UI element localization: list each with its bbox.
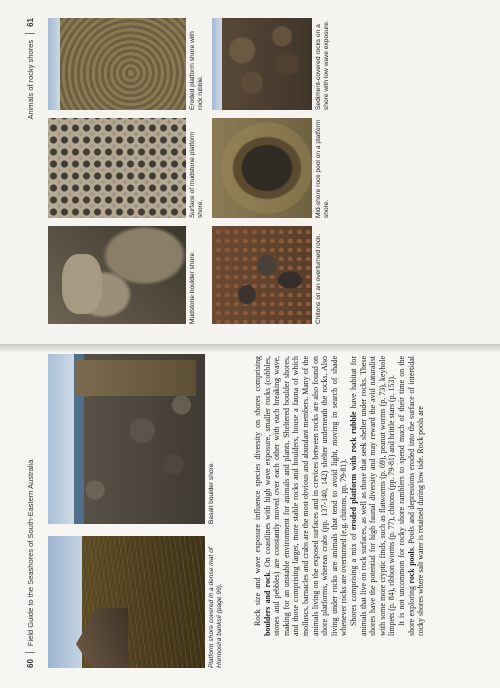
head-divider xyxy=(25,652,35,653)
cliff-shape xyxy=(76,608,128,668)
paragraph-eroded-platform xyxy=(349,356,397,636)
paragraph-text: Rock size and wave exposure influence species diversity on shores comprising xyxy=(253,356,262,626)
surface-mudstone-photo xyxy=(48,118,186,218)
paragraph-text: It is not uncommon for rocky shore ramblers to spend much of their time on the shore exploring xyxy=(396,356,416,636)
left-running-title: Field Guide to the Seashores of South-Eastern Australia xyxy=(25,459,35,647)
mudstone-boulder-caption: Mudstone boulder shore. xyxy=(189,251,196,324)
chitons-caption: Chitons on an overturned rock. xyxy=(315,233,322,324)
sky-area xyxy=(48,18,60,110)
eroded-platform-photo xyxy=(48,18,186,110)
left-page xyxy=(0,344,500,688)
right-running-head xyxy=(22,18,38,120)
chitons-photo xyxy=(212,226,312,324)
surface-mudstone-caption: Surface of mudstone platform shore. xyxy=(189,131,204,218)
eroded-platform-caption: Eroded platform shore with rock rubble. xyxy=(189,31,204,110)
sky-area xyxy=(212,18,222,110)
left-running-head xyxy=(22,460,38,668)
head-divider xyxy=(25,33,35,34)
right-running-title: Animals of rocky shores xyxy=(25,39,35,120)
right-page-number: 61 xyxy=(25,18,35,27)
paragraph-text: have habitat for animals that live on rock surfaces, as well as those that seek shelter under rocks. These shores have the potential for high faunal diversity and may reward the avid naturalist with some more cryptic finds, such as flatworms (p. 69), peanut worms (p. 73), keyhole limpets (p. 84), ribbon worms (p. 77), chitons (pp. 79-81) and brittle stars (p. 153). xyxy=(348,356,397,636)
mid-shore-pool-photo xyxy=(212,118,312,218)
sky-area xyxy=(48,536,82,668)
bold-term: boulders and rock xyxy=(262,572,272,636)
grass-edge xyxy=(76,360,196,396)
left-page-number: 60 xyxy=(25,659,35,668)
paragraph-text: . On coastlines with high wave exposure, smaller rocks (cobbles, stones and pebbles) are constantly moved over each other with each breaking wave, making for an unstable environment for animals and plants. Sheltered boulder shores, and those comprising larger, more stable rocks and boulders, house a fauna of which molluscs, barnacles and crabs are the most obvious and abundant members. Many of the animals living on the exposed surfaces and in crevices between rocks are also found on shore platforms, whereas crabs (pp. 137-140, 142) shelter underneath the rocks. Also living under rocks are animals that tend to avoid light, moving in search of shade whenever rocks are overturned (e.g. chitons, pp. 79-81). xyxy=(262,356,349,636)
sediment-covered-caption: Sediment-covered rocks on a shore with low wave exposure. xyxy=(315,20,330,110)
platform-shore-caption: Platform shore covered in a dense mat of Hormosira banksii (page 99). xyxy=(208,547,223,668)
sediment-covered-photo xyxy=(212,18,312,110)
paragraph-boulders xyxy=(253,356,349,636)
bold-term: eroded platform with rock rubble xyxy=(348,411,358,531)
basalt-boulder-photo xyxy=(48,354,205,524)
mudstone-boulder-photo xyxy=(48,226,186,324)
boulder-shape xyxy=(62,254,102,314)
body-text xyxy=(253,356,426,636)
mid-shore-pool-caption: Mid-shore rock pool on a platform shore. xyxy=(315,119,330,218)
basalt-boulder-caption: Basalt boulder shore. xyxy=(208,461,215,524)
paragraph-rock-pools xyxy=(397,356,426,636)
paragraph-text: . Pools and depressions eroded into the surface of intertidal rocky shores where salt water is retained during low tide. Rock pools are xyxy=(406,356,426,636)
paragraph-text: Shores comprising a mix of xyxy=(348,530,358,626)
platform-shore-photo xyxy=(48,536,205,668)
bold-term: rock pools xyxy=(406,548,416,584)
